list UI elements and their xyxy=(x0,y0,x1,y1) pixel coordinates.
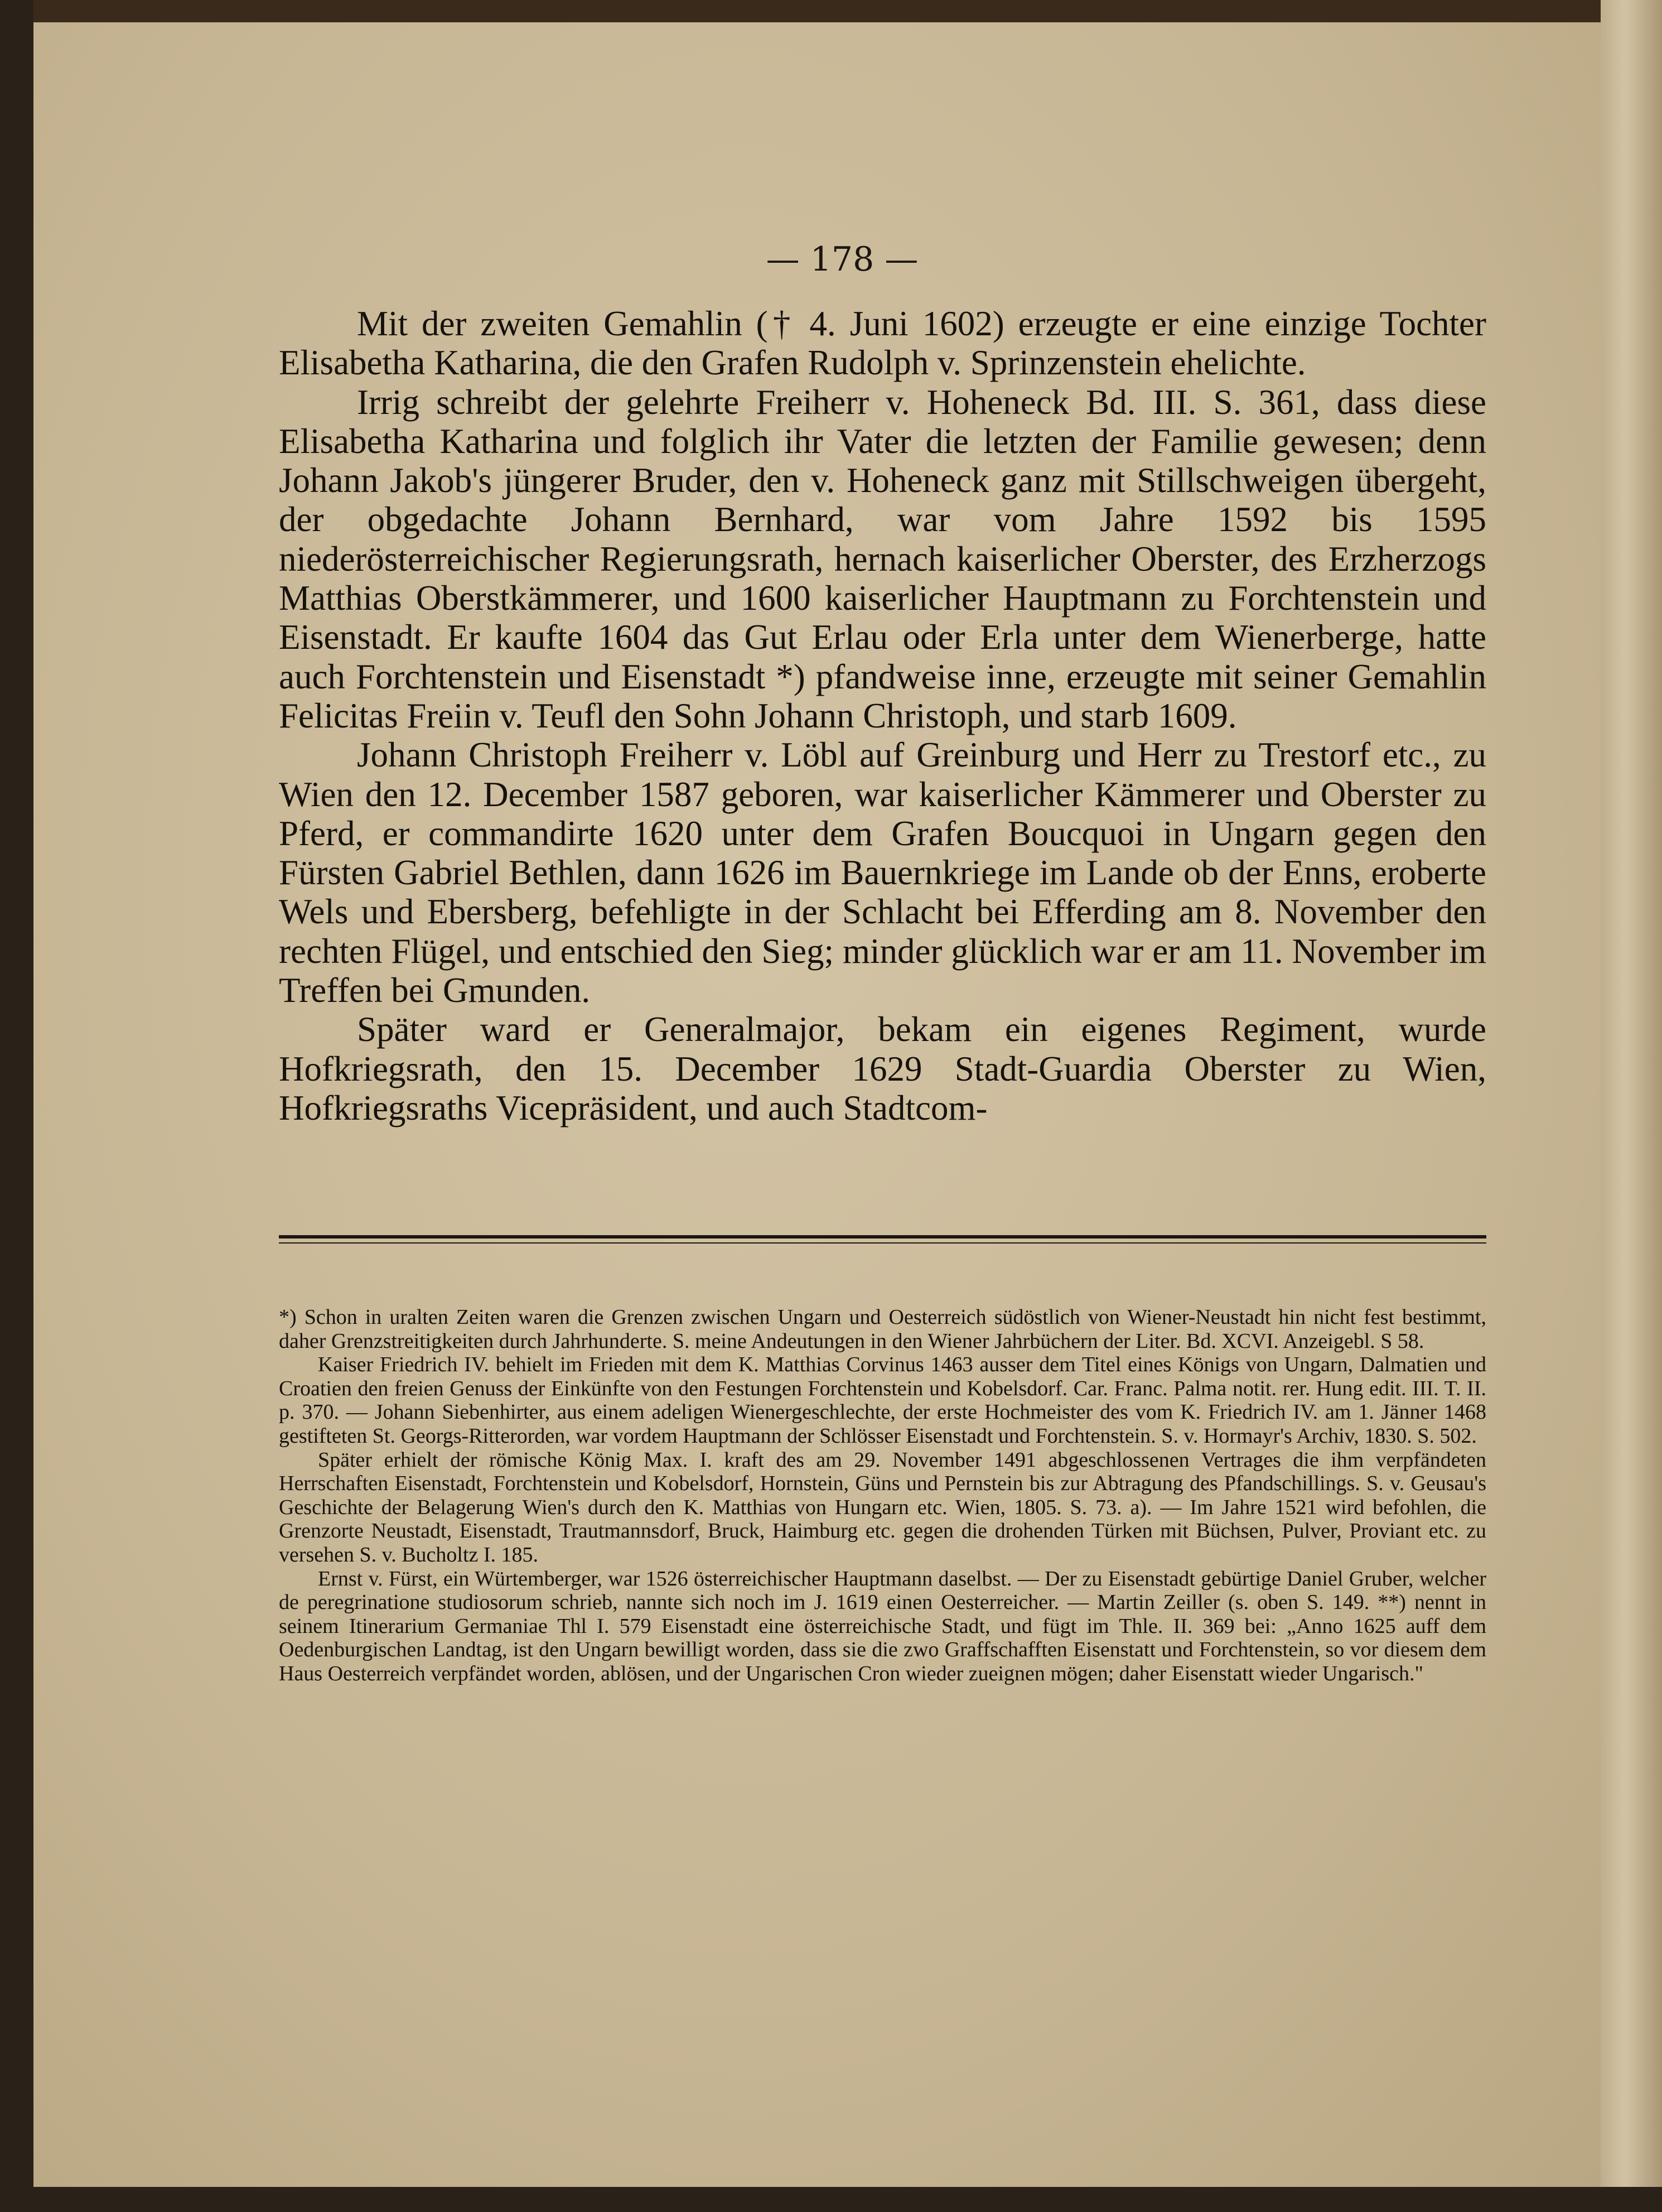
paragraph: Mit der zweiten Gemahlin († 4. Juni 1602) erzeugte er eine einzige Tochter Elisabetha Katharina, die den Grafen Rudolph v. Sprinzenstein ehelichte. xyxy=(279,304,1486,383)
footnote: Später erhielt der römische König Max. I. kraft des am 29. November 1491 abgeschlossenen Vertrages die ihm verpfändeten Herrschaften Eisenstadt, Forchtenstein und Kobelsdorf, Hornstein, Güns und Pernstein bis zur Abtragung des Pfandschillings. S. v. Geusau's Geschichte der Belagerung Wien's durch den K. Matthias von Hungarn etc. Wien, 1805. S. 73. a). — Im Jahre 1521 wird befohlen, die Grenzorte Neustadt, Eisenstadt, Trautmannsdorf, Bruck, Haimburg etc. gegen die drohenden Türken mit Büchsen, Pulver, Proviant etc. zu versehen S. v. Bucholtz I. 185. xyxy=(279,1448,1486,1567)
footnote: Kaiser Friedrich IV. behielt im Frieden mit dem K. Matthias Corvinus 1463 ausser dem Titel eines Königs von Ungarn, Dalmatien und Croatien den freien Genuss der Einkünfte von den Festungen Forchtenstein und Kobelsdorf. Car. Franc. Palma notit. rer. Hung edit. III. T. II. p. 370. — Johann Siebenhirter, aus einem adeligen Wienergeschlechte, der erste Hochmeister des vom K. Friedrich IV. am 1. Jänner 1468 gestifteten St. Georgs-Ritterorden, war vordem Hauptmann der Schlösser Eisenstadt und Forchtenstein. S. v. Hormayr's Archiv, 1830. S. 502. xyxy=(279,1353,1486,1448)
paragraph: Irrig schreibt der gelehrte Freiherr v. Hoheneck Bd. III. S. 361, dass diese Elisabetha Katharina und folglich ihr Vater die letzten der Familie gewesen; denn Johann Jakob's jüngerer Bruder, den v. Hoheneck ganz mit Stillschweigen übergeht, der obgedachte Johann Bernhard, war vom Jahre 1592 bis 1595 niederösterreichischer Regierungsrath, hernach kaiserlicher Oberster, des Erzherzogs Matthias Oberstkämmerer, und 1600 kaiserlicher Hauptmann zu Forchtenstein und Eisenstadt. Er kaufte 1604 das Gut Erlau oder Erla unter dem Wienerberge, hatte auch Forchtenstein und Eisenstadt *) pfandweise inne, erzeugte mit seiner Gemahlin Felicitas Freiin v. Teufl den Sohn Johann Christoph, und starb 1609. xyxy=(279,382,1486,735)
footnotes xyxy=(279,1305,1486,1686)
footnote: *) Schon in uralten Zeiten waren die Grenzen zwischen Ungarn und Oesterreich südöstlich von Wiener-Neustadt hin nicht fest bestimmt, daher Grenzstreitigkeiten durch Jahrhunderte. S. meine Andeutungen in den Wiener Jahrbüchern der Liter. Bd. XCVI. Anzeigebl. S 58. xyxy=(279,1305,1486,1353)
footnote: Ernst v. Fürst, ein Würtemberger, war 1526 österreichischer Hauptmann daselbst. — Der zu Eisenstadt gebürtige Daniel Gruber, welcher de peregrinatione studiosorum schrieb, nannte sich noch im J. 1619 einen Oesterreicher. — Martin Zeiller (s. oben S. 149. **) nennt in seinem Itinerarium Germaniae Thl I. 579 Eisenstadt eine österreichische Stadt, und fügt im Thle. II. 369 bei: „Anno 1625 auff dem Oedenburgischen Landtag, ist den Ungarn bewilligt worden, dass sie die zwo Graffschafften Eisenstatt und Forchtenstein, so vor diesem dem Haus Oesterreich verpfändet worden, ablösen, und der Ungarischen Cron wieder zueignen mögen; daher Eisenstatt wieder Ungarisch." xyxy=(279,1567,1486,1685)
main-text xyxy=(279,304,1486,1127)
paragraph: Später ward er Generalmajor, bekam ein eigenes Regiment, wurde Hofkriegsrath, den 15. December 1629 Stadt-Guardia Oberster zu Wien, Hofkriegsraths Vicepräsident, und auch Stadtcom- xyxy=(279,1010,1486,1127)
footnote-rule xyxy=(279,1235,1486,1238)
book-bottom-edge xyxy=(0,2187,1662,2212)
paragraph: Johann Christoph Freiherr v. Löbl auf Greinburg und Herr zu Trestorf etc., zu Wien den 12. December 1587 geboren, war kaiserlicher Kämmerer und Oberster zu Pferd, er commandirte 1620 unter dem Grafen Boucquoi in Ungarn gegen den Fürsten Gabriel Bethlen, dann 1626 im Bauernkriege im Lande ob der Enns, eroberte Wels und Ebersberg, befehligte in der Schlacht bei Efferding am 8. November den rechten Flügel, und entschied den Sieg; minder glücklich war er am 11. November im Treffen bei Gmunden. xyxy=(279,735,1486,1010)
page-number: — 178 — xyxy=(766,240,919,279)
footnote-rule-thin xyxy=(279,1242,1486,1244)
page-edge-right xyxy=(1601,0,1662,2212)
book-top-edge xyxy=(33,0,1629,25)
